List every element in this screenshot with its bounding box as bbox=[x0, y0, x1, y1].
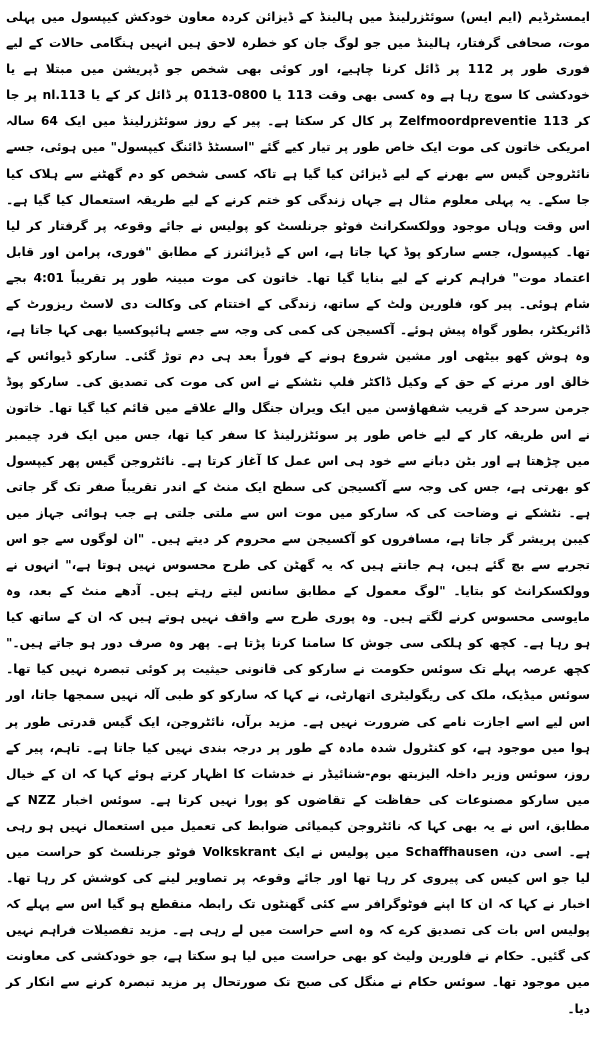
article-body: ایمسٹرڈیم (ایم ایس) سوئٹزرلینڈ میں ہالینڈ کے ڈیزائن کردہ معاون خودکش کیپسول میں پہلی موت، صحافی گرفتار، ہالینڈ میں جو لوگ جان کو خطرہ لاحق ہیں انہیں ہنگامی حالات کے لیے فوری طور پر 112 پر ڈائل کرنا چاہیے، اور کوئی بھی شخص جو ڈپریشن میں مبتلا ہے یا خودکشی کا سوچ رہا ہے وہ کسی بھی وقت 113 یا 0800-0113 پر ڈائل کر کے یا 113.nl پر جا کر 113 Zelfmoordpreventie پر کال کر سکتا ہے۔ پیر کے روز سوئٹزرلینڈ میں ایک 64 سالہ امریکی خاتون کی موت ایک خاص طور پر تیار کیے گئے "اسسٹڈ ڈائنگ کیپسول" میں ہوئی، جسے نائٹروجن گیس سے بھرنے کے لیے ڈیزائن کیا گیا ہے تاکہ کسی شخص کو دم گھٹنے سے ہلاک کیا جا سکے۔ یہ پہلی معلوم مثال ہے جہاں زندگی کو ختم کرنے کے لیے طریقہ استعمال کیا گیا ہے۔ اس وقت وہاں موجود وولکسکرانٹ فوٹو جرنلسٹ کو پولیس نے جائے وقوعہ پر گرفتار کر لیا تھا۔ کیپسول، جسے سارکو پوڈ کہا جاتا ہے، اس کے ڈیزائنرز کے مطابق "فوری، پرامن اور قابل اعتماد موت" فراہم کرنے کے لیے بنایا گیا تھا۔ خاتون کی موت مبینہ طور پر تقریباً 4:01 بجے شام ہوئی۔ پیر کو، فلورین ولٹ کے ساتھ، زندگی کے اختتام کی وکالت دی لاسٹ ریزورٹ کے ڈائریکٹر، بطور گواہ پیش ہوئے۔ آکسیجن کی کمی کی وجہ سے جسے ہائپوکسیا بھی کہا جاتا ہے، وہ ہوش کھو بیٹھی اور مشین شروع ہونے کے فوراً بعد ہی دم توڑ گئی۔ سارکو ڈیوائس کے خالق اور مرنے کے حق کے وکیل ڈاکٹر فلپ نٹشکے نے اس کی موت کی تصدیق کی۔ سارکو پوڈ جرمن سرحد کے قریب شفھاؤسن میں ایک ویران جنگل والے علاقے میں قائم کیا گیا تھا۔ خاتون نے اس طریقہ کار کے لیے خاص طور پر سوئٹزرلینڈ کا سفر کیا تھا، جس میں ایک فرد چیمبر میں چڑھتا ہے اور بٹن دبانے سے خود ہی اس عمل کا آغاز کرتا ہے۔ نائٹروجن گیس پھر کیپسول کو بھرتی ہے، جس کی وجہ سے آکسیجن کی سطح ایک منٹ کے اندر تقریباً صفر تک گر جاتی ہے۔ نٹشکے نے وضاحت کی کہ سارکو میں موت اس سے ملتی جلتی ہے جب ہوائی جہاز میں کیبن پریشر گر جاتا ہے، مسافروں کو آکسیجن سے محروم کر دیتے ہیں۔ "ان لوگوں سے جو اس تجربے سے بچ گئے ہیں، ہم جانتے ہیں کہ یہ گھٹن کی طرح محسوس نہیں ہوتا ہے،" انہوں نے وولکسکرانٹ کو بتایا۔ "لوگ معمول کے مطابق سانس لیتے رہتے ہیں۔ آدھے منٹ کے بعد، وہ مایوسی محسوس کرنے لگتے ہیں۔ وہ پوری طرح سے واقف نہیں ہوتے ہیں کہ ان کے ساتھ کیا ہو رہا ہے۔ کچھ کو ہلکی سی جوش کا سامنا کرنا پڑتا ہے۔ پھر وہ صرف دور ہو جاتے ہیں۔" کچھ عرصہ پہلے تک سوئس حکومت نے سارکو کی قانونی حیثیت پر کوئی تبصرہ نہیں کیا تھا۔ سوئس میڈیک، ملک کی ریگولیٹری اتھارٹی، نے کہا کہ سارکو کو طبی آلہ نہیں سمجھا جاتا، اور اس لیے اسے اجازت نامے کی ضرورت نہیں ہے۔ مزید برآں، نائٹروجن، ایک گیس قدرتی طور پر ہوا میں موجود ہے، کو کنٹرول شدہ مادہ کے طور پر درجہ بندی نہیں کیا جاتا ہے۔ تاہم، پیر کے روز، سوئس وزیر داخلہ الیزبتھ بوم-شنائیڈر نے خدشات کا اظہار کرتے ہوئے کہا کہ ان کے خیال میں سارکو مصنوعات کی حفاظت کے تقاضوں کو پورا نہیں کرتا ہے۔ سوئس اخبار NZZ کے مطابق، اس نے یہ بھی کہا کہ نائٹروجن کیمیائی ضوابط کی تعمیل میں استعمال نہیں ہو رہی ہے۔ اسی دن، Schaffhausen میں پولیس نے ایک Volkskrant فوٹو جرنلسٹ کو حراست میں لیا جو اس کیس کی پیروی کر رہا تھا اور جائے وقوعہ پر تصاویر لینے کی کوشش کر رہا تھا۔ اخبار نے کہا کہ ان کا اپنے فوٹوگرافر سے کئی گھنٹوں تک رابطہ منقطع ہو گیا اس سے پہلے کہ پولیس اس بات کی تصدیق کرے کہ وہ اسے حراست میں لے رہی ہے۔ مزید تفصیلات فراہم نہیں کی گئیں۔ حکام نے فلورین ولیٹ کو بھی حراست میں لیا ہو سکتا ہے، جو خودکشی کی معاونت میں موجود تھا۔ سوئس حکام نے منگل کی صبح تک صورتحال پر مزید تبصرہ کرنے سے انکار کر دیا۔ bbox=[6, 10, 591, 1016]
